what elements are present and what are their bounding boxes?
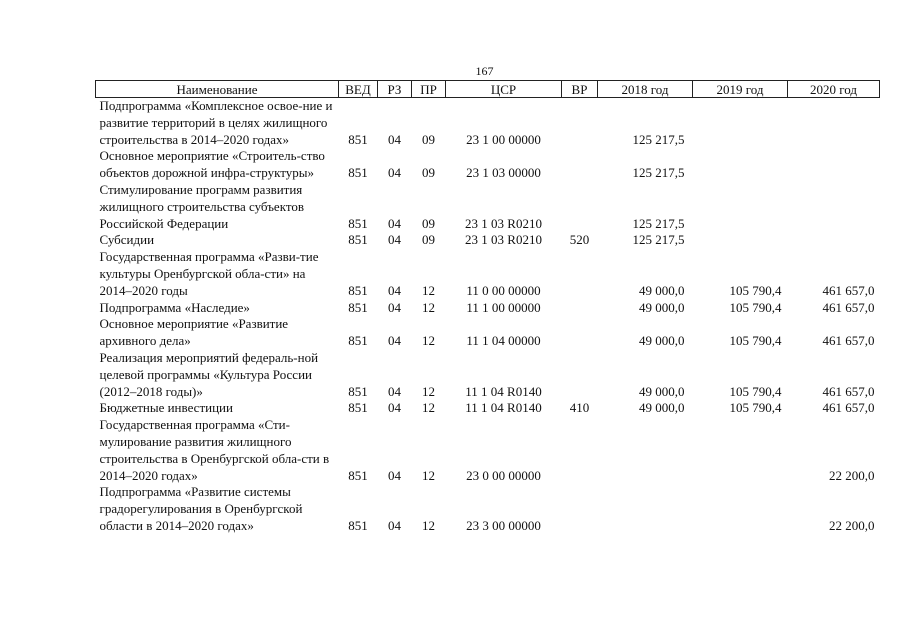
row-2020: 461 657,0 bbox=[822, 383, 875, 399]
row-rz: 04 bbox=[388, 383, 401, 399]
row-vr bbox=[562, 148, 598, 182]
row-name: Стимулирование программ развития жилищного строительства субъектов Российской Федерации bbox=[99, 181, 304, 231]
row-rz: 04 bbox=[388, 299, 401, 315]
row-csr: 23 0 00 00000 bbox=[466, 467, 541, 483]
row-2018: 125 217,5 bbox=[632, 131, 685, 147]
row-name: Подпрограмма «Развитие системы градорегулирования в Оренбургской области в 2014–2020 годах» bbox=[99, 484, 303, 533]
header-2018: 2018 год bbox=[598, 81, 693, 98]
row-2019 bbox=[693, 148, 788, 182]
row-2019 bbox=[693, 484, 788, 534]
row-ved: 851 bbox=[348, 467, 368, 483]
row-2019 bbox=[693, 417, 788, 484]
row-pr: 12 bbox=[422, 383, 435, 399]
row-2019 bbox=[693, 98, 788, 149]
row-rz: 04 bbox=[388, 400, 401, 416]
row-rz: 04 bbox=[388, 333, 401, 349]
row-2019: 105 790,4 bbox=[729, 400, 782, 416]
budget-table bbox=[95, 80, 880, 535]
table-row bbox=[96, 98, 880, 149]
row-rz: 04 bbox=[388, 215, 401, 231]
row-rz: 04 bbox=[388, 282, 401, 298]
row-pr: 12 bbox=[422, 333, 435, 349]
row-2019 bbox=[693, 232, 788, 249]
row-2020: 22 200,0 bbox=[829, 467, 875, 483]
row-pr: 09 bbox=[422, 232, 435, 248]
table-row bbox=[96, 300, 880, 317]
row-pr: 09 bbox=[422, 165, 435, 181]
row-ved: 851 bbox=[348, 333, 368, 349]
row-csr: 23 3 00 00000 bbox=[466, 517, 541, 533]
row-2020 bbox=[788, 232, 880, 249]
table-row bbox=[96, 232, 880, 249]
row-csr: 23 1 03 R0210 bbox=[465, 215, 542, 231]
table-row bbox=[96, 484, 880, 534]
row-name: Подпрограмма «Наследие» bbox=[99, 299, 250, 315]
table-row bbox=[96, 350, 880, 400]
table-row bbox=[96, 148, 880, 182]
table-row bbox=[96, 182, 880, 232]
row-name: Субсидии bbox=[99, 232, 155, 248]
row-pr: 09 bbox=[422, 131, 435, 147]
row-pr: 12 bbox=[422, 282, 435, 298]
header-2019: 2019 год bbox=[693, 81, 788, 98]
row-2020: 461 657,0 bbox=[822, 400, 875, 416]
row-name: Основное мероприятие «Строитель-ство объектов дорожной инфра-структуры» bbox=[99, 148, 325, 181]
row-ved: 851 bbox=[348, 131, 368, 147]
header-2020: 2020 год bbox=[788, 81, 880, 98]
row-rz: 04 bbox=[388, 232, 401, 248]
row-vr bbox=[562, 300, 598, 317]
row-2020 bbox=[788, 182, 880, 232]
row-name: Реализация мероприятий федераль-ной целевой программы «Культура России (2012–2018 годы)» bbox=[99, 349, 319, 399]
row-csr: 11 1 04 00000 bbox=[466, 333, 541, 349]
row-ved: 851 bbox=[348, 165, 368, 181]
row-vr: 410 bbox=[569, 400, 590, 416]
row-name: Государственная программа «Сти-мулирование развития жилищного строительства в Оренбургской обла-сти в 2014–2020 годах» bbox=[99, 417, 330, 483]
row-2018: 49 000,0 bbox=[639, 400, 685, 416]
page-number: 167 bbox=[475, 64, 494, 78]
table-row bbox=[96, 316, 880, 350]
row-vr bbox=[562, 249, 598, 299]
row-2019: 105 790,4 bbox=[729, 299, 782, 315]
row-csr: 23 1 03 00000 bbox=[466, 165, 541, 181]
row-2019: 105 790,4 bbox=[729, 383, 782, 399]
header-rz: РЗ bbox=[378, 81, 412, 98]
row-2019: 105 790,4 bbox=[729, 282, 782, 298]
row-2018: 125 217,5 bbox=[632, 232, 685, 248]
row-2018 bbox=[598, 417, 693, 484]
row-vr bbox=[562, 316, 598, 350]
row-ved: 851 bbox=[348, 215, 368, 231]
row-pr: 12 bbox=[422, 517, 435, 533]
row-2018: 125 217,5 bbox=[632, 215, 685, 231]
row-name: Подпрограмма «Комплексное освое-ние и развитие территорий в целях жилищного строительства в 2014–2020 годах» bbox=[99, 98, 333, 147]
row-vr bbox=[562, 182, 598, 232]
row-vr bbox=[562, 484, 598, 534]
row-ved: 851 bbox=[348, 383, 368, 399]
row-2018: 49 000,0 bbox=[639, 333, 685, 349]
table-row bbox=[96, 249, 880, 299]
row-ved: 851 bbox=[348, 517, 368, 533]
row-2018: 125 217,5 bbox=[632, 165, 685, 181]
row-rz: 04 bbox=[388, 131, 401, 147]
row-2020: 461 657,0 bbox=[822, 333, 875, 349]
row-2018 bbox=[598, 484, 693, 534]
row-name: Бюджетные инвестиции bbox=[99, 400, 233, 416]
row-csr: 11 1 00 00000 bbox=[466, 299, 541, 315]
row-rz: 04 bbox=[388, 517, 401, 533]
row-csr: 23 1 03 R0210 bbox=[465, 232, 542, 248]
row-2020: 461 657,0 bbox=[822, 299, 875, 315]
row-pr: 12 bbox=[422, 467, 435, 483]
header-vr: ВР bbox=[562, 81, 598, 98]
table-row bbox=[96, 417, 880, 484]
row-csr: 11 0 00 00000 bbox=[466, 282, 541, 298]
row-csr: 11 1 04 R0140 bbox=[465, 400, 542, 416]
row-pr: 12 bbox=[422, 299, 435, 315]
header-csr: ЦСР bbox=[446, 81, 562, 98]
table-row bbox=[96, 400, 880, 417]
row-2020 bbox=[788, 148, 880, 182]
row-2019 bbox=[693, 182, 788, 232]
row-ved: 851 bbox=[348, 232, 368, 248]
row-2018: 49 000,0 bbox=[639, 299, 685, 315]
row-pr: 12 bbox=[422, 400, 435, 416]
row-vr bbox=[562, 98, 598, 149]
header-ved: ВЕД bbox=[339, 81, 378, 98]
row-2019: 105 790,4 bbox=[729, 333, 782, 349]
row-vr: 520 bbox=[569, 232, 590, 248]
row-ved: 851 bbox=[348, 299, 368, 315]
row-rz: 04 bbox=[388, 467, 401, 483]
row-pr: 09 bbox=[422, 215, 435, 231]
row-ved: 851 bbox=[348, 282, 368, 298]
budget-table-container bbox=[95, 80, 879, 535]
row-name: Основное мероприятие «Развитие архивного дела» bbox=[99, 316, 289, 349]
row-vr bbox=[562, 417, 598, 484]
row-2018: 49 000,0 bbox=[639, 282, 685, 298]
row-2018: 49 000,0 bbox=[639, 383, 685, 399]
table-body bbox=[96, 98, 880, 535]
row-csr: 11 1 04 R0140 bbox=[465, 383, 542, 399]
table-header bbox=[96, 81, 880, 98]
header-name: Наименование bbox=[96, 81, 339, 98]
row-2020: 22 200,0 bbox=[829, 517, 875, 533]
header-pr: ПР bbox=[412, 81, 446, 98]
row-2020 bbox=[788, 98, 880, 149]
row-rz: 04 bbox=[388, 165, 401, 181]
row-ved: 851 bbox=[348, 400, 368, 416]
row-vr bbox=[562, 350, 598, 400]
row-name: Государственная программа «Разви-тие культуры Оренбургской обла-сти» на 2014–2020 годы bbox=[99, 249, 319, 298]
row-csr: 23 1 00 00000 bbox=[466, 131, 541, 147]
row-2020: 461 657,0 bbox=[822, 282, 875, 298]
